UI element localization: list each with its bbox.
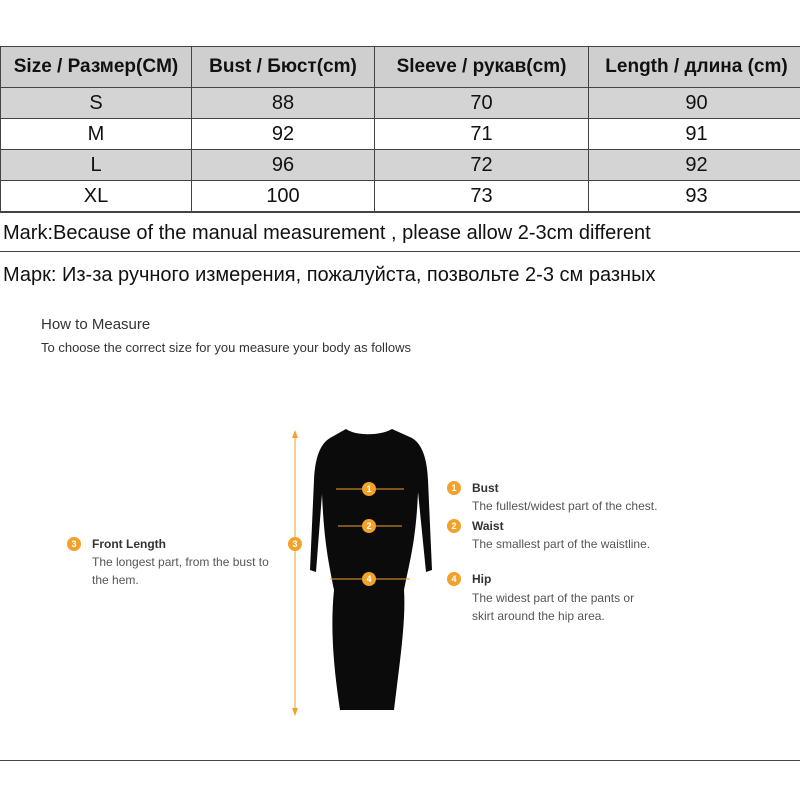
cell-size: L [1,150,192,181]
waist-marker-badge: 2 [362,519,376,533]
cell-size: XL [1,181,192,212]
header-bust: Bust / Бюст(cm) [192,47,375,88]
cell-sleeve: 73 [375,181,589,212]
front-length-desc-2: the hem. [92,573,139,587]
front-length-desc-1: The longest part, from the bust to [92,555,269,569]
cell-size: S [1,88,192,119]
table-row [1,88,800,119]
front-length-arrow-bottom [292,708,298,716]
header-length: Length / длина (cm) [589,47,800,88]
how-to-measure-subtitle: To choose the correct size for you measure your body as follows [41,340,411,355]
cell-sleeve: 71 [375,119,589,150]
bust-marker-badge: 1 [362,482,376,496]
waist-badge: 2 [447,519,461,533]
note-russian: Марк: Из-за ручного измерения, пожалуйста, позвольте 2-3 см разных [3,264,656,286]
bottom-divider [0,760,800,761]
hip-badge: 4 [447,572,461,586]
cell-size: M [1,119,192,150]
cell-length: 90 [589,88,800,119]
cell-length: 92 [589,150,800,181]
bust-desc: The fullest/widest part of the chest. [472,499,658,513]
cell-length: 93 [589,181,800,212]
how-to-measure-title: How to Measure [41,316,151,333]
cell-length: 91 [589,119,800,150]
bust-badge: 1 [447,481,461,495]
cell-sleeve: 70 [375,88,589,119]
front-length-arrow-top [292,430,298,438]
cell-bust: 88 [192,88,375,119]
hip-marker-badge: 4 [362,572,376,586]
cell-sleeve: 72 [375,150,589,181]
header-sleeve: Sleeve / рукав(cm) [375,47,589,88]
waist-desc: The smallest part of the waistline. [472,537,651,551]
table-row [1,181,800,212]
front-length-title: Front Length [92,537,166,551]
table-row [1,150,800,181]
bust-title: Bust [472,481,499,495]
waist-title: Waist [472,519,504,533]
table-row [1,119,800,150]
hip-title: Hip [472,572,492,586]
size-table [0,46,800,212]
note-english: Mark:Because of the manual measurement , please allow 2-3cm different [0,212,800,252]
cell-bust: 96 [192,150,375,181]
dress-shape [310,429,432,710]
cell-bust: 100 [192,181,375,212]
hip-desc-2: skirt around the hip area. [472,609,605,623]
length-marker-badge: 3 [288,537,302,551]
front-length-badge: 3 [67,537,81,551]
table-header-row [1,47,800,88]
hip-desc-1: The widest part of the pants or [472,591,635,605]
header-size: Size / Размер(CM) [1,47,192,88]
cell-bust: 92 [192,119,375,150]
